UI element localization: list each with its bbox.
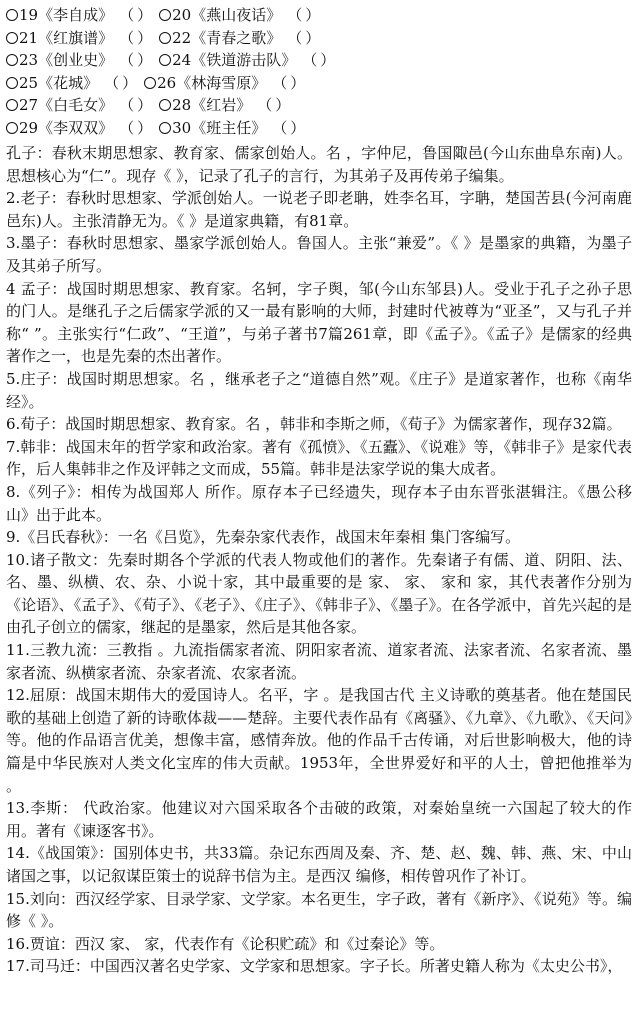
answer-blank: （） bbox=[104, 73, 141, 92]
circle-bullet-icon bbox=[6, 99, 18, 111]
book-title: 《铁道游击队》 bbox=[191, 51, 297, 69]
circle-bullet-icon bbox=[6, 54, 18, 66]
book-title: 《林海雪原》 bbox=[176, 73, 267, 92]
item-number: 28 bbox=[172, 96, 192, 114]
book-title: 《班主任》 bbox=[191, 118, 267, 137]
entry-paragraph: 10.诸子散文：先秦时期各个学派的代表人物或他们的著作。先秦诸子有儒、道、阴阳、法、名、墨、纵横、农、杂、小说十家，其中最重要的是 家、 家、 家和 家，其代表著作分别为《论语》、《孟子》、《荀子》、《老子》、《庄子》、《韩非子》、《墨子》。在各学派中，首先兴起的是由孔子创立的儒家，继起的是墨家，然后是其他各家。 bbox=[6, 550, 632, 637]
entry-paragraph: 17.司马迁：中国西汉著名史学家、文学家和思想家。字子长。所著史籍人称为《太史公书》， bbox=[6, 957, 623, 976]
item-number: 29 bbox=[19, 118, 39, 137]
entry-paragraph: 11.三教九流：三教指 。九流指儒家者流、阴阳家者流、道家者流、法家者流、名家者流、墨家者流、纵横家者流、杂家者流、农家者流。 bbox=[6, 641, 632, 682]
list-item bbox=[159, 117, 308, 140]
list-item bbox=[159, 49, 338, 72]
entry-paragraph: 12.屈原：战国末期伟大的爱国诗人。名平，字 。是我国古代 主义诗歌的奠基者。他在楚国民歌的基础上创造了新的诗歌体裁——楚辞。主要代表作品有《离骚》、《九章》、《九歌》、《天问》等。他的作品语言优美，想像丰富，感情奔放。他的作品千古传诵，对后世影响极大，他的诗篇是中华民族对人类文化宝库的伟大贡献。1953年，全世界爱好和平的人士，曾把他推举为 。 bbox=[6, 686, 632, 795]
circle-bullet-icon bbox=[6, 77, 18, 89]
list-item bbox=[159, 94, 293, 117]
list-item bbox=[159, 27, 323, 50]
list-row bbox=[6, 117, 632, 140]
answer-blank: （） bbox=[119, 51, 156, 69]
list-row bbox=[6, 27, 632, 50]
item-number: 23 bbox=[19, 51, 39, 69]
entry-paragraph: 15.刘向：西汉经学家、目录学家、文学家。本名更生，字子政，著有《新序》、《说苑》等。编修《 》。 bbox=[6, 889, 632, 931]
item-number: 25 bbox=[19, 73, 39, 92]
circle-bullet-icon bbox=[159, 32, 171, 44]
answer-blank: （） bbox=[272, 118, 309, 137]
list-item bbox=[6, 49, 155, 72]
list-item bbox=[6, 94, 155, 117]
item-number: 20 bbox=[172, 6, 192, 24]
item-number: 30 bbox=[172, 118, 192, 137]
item-number: 21 bbox=[19, 28, 39, 47]
list-item bbox=[6, 117, 155, 140]
list-row bbox=[6, 72, 632, 95]
answer-blank: （） bbox=[287, 28, 324, 47]
entry-paragraph: 8.《列子》：相传为战国郑人 所作。原存本子已经遗失，现存本子由东晋张湛辑注。《愚公移山》出于此本。 bbox=[6, 482, 632, 524]
entry-paragraph: 16.贾谊：西汉 家、 家，代表作有《论积贮疏》和《过秦论》等。 bbox=[6, 934, 445, 953]
book-title: 《创业史》 bbox=[38, 51, 114, 69]
entry-paragraph: 3.墨子：春秋时思想家、墨家学派创始人。鲁国人。主张“兼爱”。《 》是墨家的典籍，为墨子及其弟子所写。 bbox=[6, 234, 632, 275]
entry-paragraph: 2.老子：春秋时思想家、学派创始人。一说老子即老聃，姓李名耳，字聃，楚国苦县(今河南鹿邑东)人。主张清静无为。《 》是道家典籍，有81章。 bbox=[6, 189, 632, 230]
list-item bbox=[6, 27, 155, 50]
list-row bbox=[6, 94, 632, 117]
answer-blank: （） bbox=[302, 51, 339, 69]
item-number: 22 bbox=[172, 28, 192, 47]
circle-bullet-icon bbox=[159, 99, 171, 111]
entry-paragraph: 13.李斯： 代政治家。他建议对六国采取各个击破的政策，对秦始皇统一六国起了较大的作用。著有《谏逐客书》。 bbox=[6, 799, 632, 840]
answer-blank: （） bbox=[287, 6, 324, 24]
book-title: 《李双双》 bbox=[38, 118, 114, 137]
item-number: 27 bbox=[19, 96, 39, 114]
book-title: 《燕山夜话》 bbox=[191, 6, 282, 24]
answer-blank: （） bbox=[257, 96, 294, 114]
answer-blank: （） bbox=[119, 6, 156, 24]
entry-paragraph: 14.《战国策》：国别体史书，共33篇。杂记东西周及秦、齐、楚、赵、魏、韩、燕、宋、中山诸国之事，以记叙谋臣策士的说辞书信为主。是西汉 编修，相传曾巩作了补订。 bbox=[6, 844, 632, 885]
answer-blank: （） bbox=[119, 28, 156, 47]
book-title: 《红岩》 bbox=[191, 96, 252, 114]
entry-paragraph: 4 孟子：战国时期思想家、教育家。名轲，字子舆，邹(今山东邹县)人。受业于孔子之孙子思的门人。是继孔子之后儒家学派的又一最有影响的大师，封建时代被尊为“亚圣”，又与孔子并称“ ”。主张实行“仁政”、“王道”，与弟子著书7篇261章，即《孟子》。《孟子》是儒家的经典著作之一，也是先秦的杰出著作。 bbox=[6, 279, 632, 366]
entry-paragraph: 9.《吕氏春秋》：一名《吕览》，先秦杂家代表作，战国末年秦相 集门客编写。 bbox=[6, 528, 521, 547]
list-item bbox=[144, 72, 308, 95]
circle-bullet-icon bbox=[159, 54, 171, 66]
book-title: 《红旗谱》 bbox=[38, 28, 114, 47]
list-item bbox=[159, 4, 323, 27]
list-item bbox=[6, 4, 155, 27]
literature-notes bbox=[6, 142, 632, 978]
list-item bbox=[6, 72, 140, 95]
entry-paragraph: 6.荀子：战国时期思想家、教育家。名 ，韩非和李斯之师，《荀子》为儒家著作，现存32篇。 bbox=[6, 415, 622, 434]
book-title: 《白毛女》 bbox=[38, 96, 114, 114]
circle-bullet-icon bbox=[6, 9, 18, 21]
entry-paragraph: 7.韩非：战国末年的哲学家和政治家。著有《孤愤》、《五蠹》、《说难》等，《韩非子》是家代表作，后人集韩非之作及评韩之文而成，55篇。韩非是法家学说的集大成者。 bbox=[6, 437, 632, 479]
circle-bullet-icon bbox=[159, 122, 171, 134]
entry-paragraph: 5.庄子：战国时期思想家。名 ，继承老子之“道德自然”观。《庄子》是道家著作，也称《南华经》。 bbox=[6, 369, 632, 411]
item-number: 24 bbox=[172, 51, 192, 69]
circle-bullet-icon bbox=[6, 32, 18, 44]
answer-blank: （） bbox=[119, 96, 156, 114]
item-number: 26 bbox=[157, 73, 177, 92]
list-row bbox=[6, 49, 632, 72]
list-row bbox=[6, 4, 632, 27]
circle-bullet-icon bbox=[159, 9, 171, 21]
book-title-list bbox=[6, 4, 632, 139]
circle-bullet-icon bbox=[6, 122, 18, 134]
item-number: 19 bbox=[19, 6, 39, 24]
circle-bullet-icon bbox=[144, 77, 156, 89]
entry-paragraph: 孔子：春秋末期思想家、教育家、儒家创始人。名 ，字仲尼，鲁国陬邑(今山东曲阜东南)人。思想核心为“仁”。现存《 》，记录了孔子的言行，为其弟子及再传弟子编集。 bbox=[6, 144, 632, 185]
book-title: 《花城》 bbox=[38, 73, 99, 92]
answer-blank: （） bbox=[272, 73, 309, 92]
book-title: 《青春之歌》 bbox=[191, 28, 282, 47]
answer-blank: （） bbox=[119, 118, 156, 137]
book-title: 《李自成》 bbox=[38, 6, 114, 24]
